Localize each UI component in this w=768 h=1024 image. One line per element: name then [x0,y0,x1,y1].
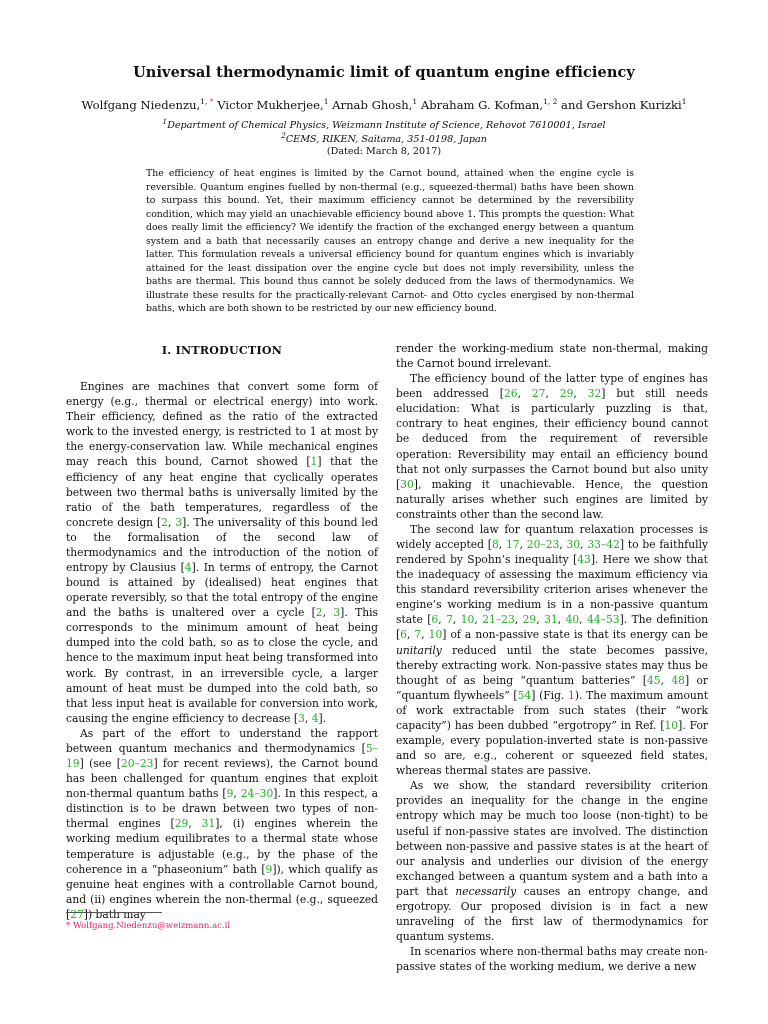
citation-link[interactable]: 4 [184,561,192,575]
paper-title: Universal thermodynamic limit of quantum engine efficiency [133,64,635,81]
citation-link[interactable]: 20–23 [526,538,560,552]
citation-link[interactable]: 43 [577,553,591,567]
author-name: and Gershon Kurizki [557,97,682,112]
author-name: Victor Mukherjee, [213,97,324,112]
citation-link[interactable]: 2 [161,515,168,529]
citation-link[interactable]: 7 [414,628,422,642]
citation-link[interactable]: 44–53 [587,613,620,627]
citation-link[interactable]: 2 [315,606,323,620]
citation-link[interactable]: 3 [175,515,183,529]
citation-link[interactable]: 54 [517,688,532,702]
citation-link[interactable]: 45 [646,673,661,687]
citation-link[interactable]: 32 [587,387,602,401]
abstract: The efficiency of heat engines is limited by the Carnot bound, attained when the engine cycle is reversible. Quantum engines fuelled by non-thermal (e.g., squeezed-thermal) baths have been shown to surpass this bound. Yet, their maximum efficiency cannot be determined by the reversibility condition, which may yield an unachievable efficiency bound above 1. This prompts the question: What does really limit the efficiency? We identify the fraction of the exchanged energy between a quantum system and a bath that necessarily causes an entropy change and derive a new inequality for the latter. This formulation reveals a universal efficiency bound for quantum engines which is invariably attained for the least dissipation over the engine cycle but does not imply reversibility, unless the baths are thermal. This bound thus cannot be solely deduced from the laws of thermodynamics. We illustrate these results for the practically-relevant Carnot- and Otto cycles energised by non-thermal baths, which are both shown to be restricted by our new efficiency bound. [146,168,634,314]
citation-link[interactable]: 33–42 [587,538,620,552]
paragraph: In scenarios where non-thermal baths may create non-passive states of the working medium, we derive a new [396,945,708,974]
corresponding-star: * [209,97,214,106]
footnote-email-link[interactable]: Wolfgang.Niedenzu@weizmann.ac.il [72,921,231,931]
right-column [396,341,708,974]
figure-link[interactable]: 1 [568,688,575,702]
citation-link[interactable]: 9 [226,787,234,801]
author-affil-mark: 1, 2 [543,97,558,106]
paragraph: The efficiency bound of the latter type of engines has been addressed [26, 27, 29, 32] but still needs elucidation: What is particularly puzzling is that, contrary to heat engines, their efficiency bound cannot be deduced from the requirement of reversible operation: Reversibility may entail an efficiency bound that not only surpasses the Carnot bound but also unity [30], making it unachievable. Hence, the question naturally arises whether such engines are limited by constraints other than the second law. [396,372,709,521]
dated-line: (Dated: March 8, 2017) [326,146,442,157]
citation-link[interactable]: 4 [311,711,319,725]
citation-link[interactable]: 9 [265,862,273,876]
author-list [0,97,768,112]
emphasis: necessarily [455,884,517,898]
paragraph: As part of the effort to understand the rapport between quantum mechanics and thermodynamics [5–19] (see [20–23] for recent reviews), the Carnot bound has been challenged for quantum engines that exploit non-thermal quantum baths [9, 24–30]. In this respect, a distinction is to be drawn between two types of non-thermal engines [29, 31], (i) engines wherein the working medium equilibrates to a thermal state whose temperature is adjustable (e.g., by the phase of the coherence in a “phaseonium” bath [9]), which qualify as genuine heat engines with a controllable Carnot bound, and (ii) engines wherein the non-thermal (e.g., squeezed [27]) bath may [66,726,378,921]
citation-link[interactable]: 17 [505,538,520,552]
citation-link[interactable]: 7 [446,613,453,627]
paragraph: Engines are machines that convert some form of energy (e.g., thermal or electrical energy) into work. Their efficiency, defined as the ratio of the extracted work to the invested energy, is restricted to 1 at most by the energy-conservation law. While mechanical engines may reach this bound, Carnot showed [1] that the efficiency of any heat engine that cyclically operates between two thermal baths is universally limited by the ratio of the bath temperatures, regardless of the concrete design [2, 3]. The universality of this bound led to the formalisation of the second law of thermodynamics and the introduction of the notion of entropy by Clausius [4]. In terms of entropy, the Carnot bound is attained by (idealised) heat engines that operate reversibly, so that the total entropy of the engine and the baths is unaltered over a cycle [2, 3]. This corresponds to the minimum amount of heat being dumped into the cold bath, so as to close the cycle, and hence to the maximum input heat being transformed into work. By contrast, in an irreversible cycle, a larger amount of heat must be dumped into the cold bath, so that less input heat is available for conversion into work, causing the engine efficiency to decrease [3, 4]. [66,380,379,725]
citation-link[interactable]: 26 [503,387,518,401]
author-affil-mark: 1 [412,97,418,106]
citation-link[interactable]: 6 [431,613,439,627]
citation-link[interactable]: 29 [559,387,574,401]
footnote-divider [66,912,162,913]
author-name: Abraham G. Kofman, [417,97,544,112]
citation-link[interactable]: 10 [460,613,475,627]
citation-link[interactable]: 21–23 [482,613,515,627]
left-column [66,341,378,922]
affiliation-mark: 2 [281,131,286,140]
citation-link[interactable]: 10 [428,628,443,642]
section-heading: I. INTRODUCTION [161,344,283,357]
paragraph: As we show, the standard reversibility criterion provides an inequality for the change in the engine entropy which may be much too loose (non-tight) to be useful if non-passive states are involved. The distinction between non-passive and passive states is at the heart of our analysis and underlies our division of the energy exchanged between a quantum system and a bath into a part that necessarily causes an entropy change, and ergotropy. Our proposed division is in fact a new unraveling of the first law of thermodynamics for quantum systems. [396,779,708,944]
citation-link[interactable]: 5–19 [66,741,378,771]
citation-link[interactable]: 48 [671,673,685,687]
citation-link[interactable]: 20–23 [120,757,154,771]
affiliation-2 [0,131,768,145]
citation-link[interactable]: 30 [400,477,414,491]
citation-link[interactable]: 31 [201,817,216,831]
affiliation-text: Department of Chemical Physics, Weizmann Institute of Science, Rehovot 7610001, Israel [167,120,606,132]
citation-link[interactable]: 24–30 [240,787,274,801]
author-name: Wolfgang Niedenzu, [81,97,201,112]
author-affil-mark: 1, [200,97,210,106]
affiliation-mark: 1 [162,117,168,126]
footnote [66,921,230,931]
citation-link[interactable]: 10 [664,718,679,732]
paragraph: The second law for quantum relaxation processes is widely accepted [8, 17, 20–23, 30, 33–42] to be faithfully rendered by Spohn’s inequality [43]. Here we show that the inadequacy of assessing the maximum efficiency via this standard reversibility criterion arises whenever the engine’s working medium is in a non-passive quantum state [6, 7, 10, 21–23, 29, 31, 40, 44–53]. The definition [6, 7, 10] of a non-passive state is that its energy can be unitarily reduced until the state becomes passive, thereby extracting work. Non-passive states may thus be thought of as being “quantum batteries” [45, 48] or “quantum flywheels” [54] (Fig. 1). The maximum amount of work extractable from such states (their “work capacity”) has been dubbed “ergotropy” in Ref. [10]. For example, every population-inverted state is non-passive and so are, e.g., coherent or squeezed field states, whereas thermal states are passive. [396,522,709,778]
citation-link[interactable]: 27 [531,387,546,401]
citation-link[interactable]: 1 [310,455,318,469]
author-name: Arnab Ghosh, [328,97,413,112]
citation-link[interactable]: 30 [566,538,581,552]
citation-link[interactable]: 31 [544,613,558,627]
author-affil-mark: 1 [323,97,329,106]
citation-link[interactable]: 8 [491,538,499,552]
author-affil-mark: 1 [681,97,687,106]
citation-link[interactable]: 27 [70,907,84,921]
citation-link[interactable]: 40 [565,613,580,627]
citation-link[interactable]: 29 [522,613,537,627]
citation-link[interactable]: 3 [333,606,341,620]
affiliation-1 [0,117,768,131]
paragraph: render the working-medium state non-thermal, making the Carnot bound irrelevant. [396,342,708,371]
footnote-star: * [66,921,71,931]
citation-link[interactable]: 3 [298,711,305,725]
citation-link[interactable]: 29 [174,817,189,831]
affiliation-text: CEMS, RIKEN, Saitama, 351-0198, Japan [285,134,487,146]
emphasis: unitarily [396,643,442,657]
citation-link[interactable]: 6 [400,628,407,642]
